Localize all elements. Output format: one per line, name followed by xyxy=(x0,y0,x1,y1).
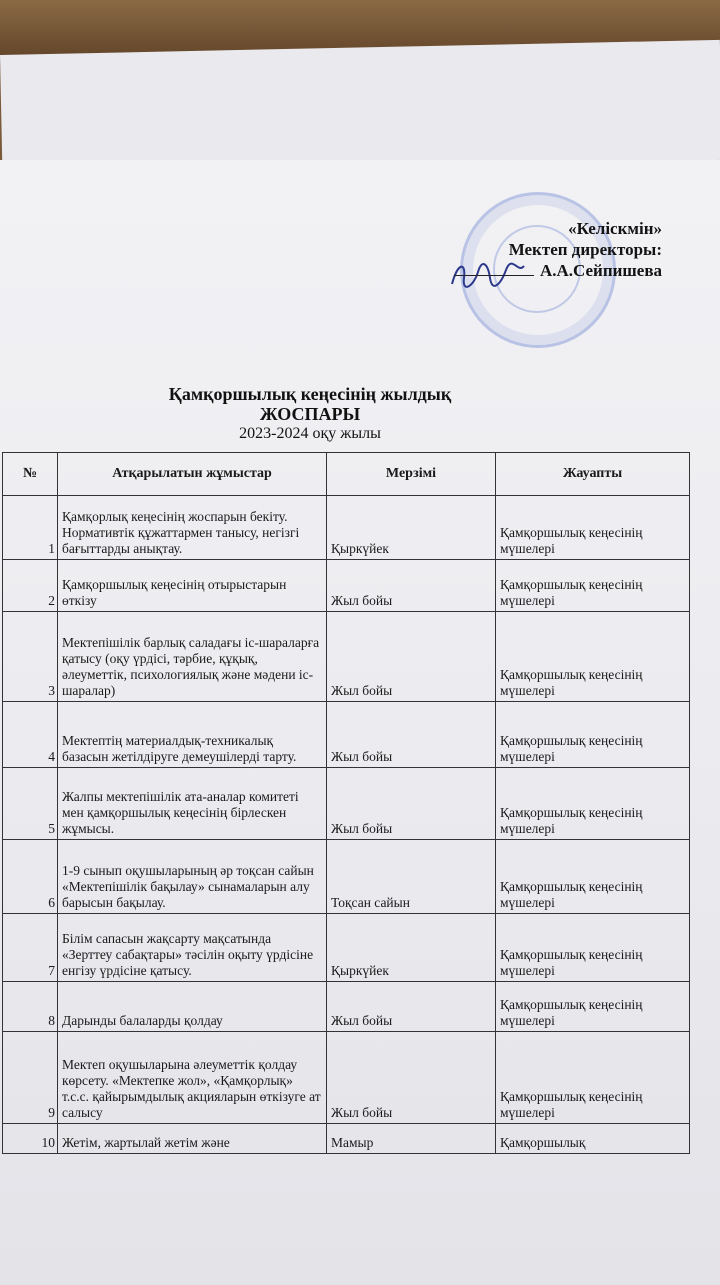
table-row xyxy=(3,702,690,768)
row-work: Жетім, жартылай жетім және xyxy=(58,1124,327,1154)
row-work: Қамқорлық кеңесінің жоспарын бекіту. Нормативтік құжаттармен танысу, негізгі бағыттарды анықтау. xyxy=(58,496,327,560)
approval-block xyxy=(454,218,662,281)
row-responsible: Қамқоршылық кеңесінің мүшелері xyxy=(496,768,690,840)
academic-year: 2023-2024 оқу жылы xyxy=(239,425,381,442)
row-work: Білім сапасын жақсарту мақсатында «Зерттеу сабақтары» тәсілін оқыту үрдісіне енгізу үрдісіне қатысу. xyxy=(58,914,327,982)
row-term: Жыл бойы xyxy=(327,560,496,612)
row-term: Жыл бойы xyxy=(327,768,496,840)
row-responsible: Қамқоршылық кеңесінің мүшелері xyxy=(496,612,690,702)
table-row xyxy=(3,768,690,840)
plan-table xyxy=(2,452,690,1154)
row-work: Дарынды балаларды қолдау xyxy=(58,982,327,1032)
table-row xyxy=(3,612,690,702)
row-responsible: Қамқоршылық кеңесінің мүшелері xyxy=(496,840,690,914)
row-work: 1-9 сынып оқушыларының әр тоқсан сайын «Мектепішілік бақылау» сынамаларын алу барысын бақылау. xyxy=(58,840,327,914)
title-line-2: ЖОСПАРЫ xyxy=(259,404,361,424)
header-term: Мерзімі xyxy=(327,453,496,496)
row-number: 7 xyxy=(3,914,58,982)
approval-position: Мектеп директоры: xyxy=(508,240,662,259)
row-responsible: Қамқоршылық кеңесінің мүшелері xyxy=(496,1032,690,1124)
table-row xyxy=(3,840,690,914)
row-number: 9 xyxy=(3,1032,58,1124)
row-number: 5 xyxy=(3,768,58,840)
row-term: Қыркүйек xyxy=(327,914,496,982)
row-number: 6 xyxy=(3,840,58,914)
table-row xyxy=(3,1124,690,1154)
row-work: Қамқоршылық кеңесінің отырыстарын өткізу xyxy=(58,560,327,612)
row-number: 4 xyxy=(3,702,58,768)
row-term: Жыл бойы xyxy=(327,702,496,768)
approval-name: А.А.Сейпишева xyxy=(539,261,662,280)
header-work: Атқарылатын жұмыстар xyxy=(58,453,327,496)
row-term: Жыл бойы xyxy=(327,1032,496,1124)
row-work: Мектеп оқушыларына әлеуметтік қолдау көрсету. «Мектепке жол», «Қамқорлық» т.с.с. қайырымдылық акцияларын өткізуге ат салысу xyxy=(58,1032,327,1124)
table-row xyxy=(3,982,690,1032)
row-term: Мамыр xyxy=(327,1124,496,1154)
table-row xyxy=(3,1032,690,1124)
row-responsible: Қамқоршылық кеңесінің мүшелері xyxy=(496,914,690,982)
row-term: Қыркүйек xyxy=(327,496,496,560)
row-number: 3 xyxy=(3,612,58,702)
row-responsible: Қамқоршылық кеңесінің мүшелері xyxy=(496,982,690,1032)
document-title xyxy=(60,384,560,444)
row-work: Мектептің материалдық-техникалық базасын жетілдіруге демеушілерді тарту. xyxy=(58,702,327,768)
row-number: 8 xyxy=(3,982,58,1032)
row-work: Жалпы мектепішілік ата-аналар комитеті мен қамқоршылық кеңесінің бірлескен жұмысы. xyxy=(58,768,327,840)
row-responsible: Қамқоршылық кеңесінің мүшелері xyxy=(496,560,690,612)
table-row xyxy=(3,496,690,560)
header-number: № xyxy=(3,453,58,496)
row-responsible: Қамқоршылық кеңесінің мүшелері xyxy=(496,702,690,768)
row-responsible: Қамқоршылық xyxy=(496,1124,690,1154)
approval-agreed: «Келіскмін» xyxy=(568,219,662,238)
signature-line xyxy=(454,275,534,276)
row-work: Мектепішілік барлық саладағы іс-шараларға қатысу (оқу үрдісі, тәрбие, құқық, әлеуметтік, психологиялық және мәдени іс-шаралар) xyxy=(58,612,327,702)
row-term: Жыл бойы xyxy=(327,982,496,1032)
row-number: 10 xyxy=(3,1124,58,1154)
table-header-row xyxy=(3,453,690,496)
row-responsible: Қамқоршылық кеңесінің мүшелері xyxy=(496,496,690,560)
table-row xyxy=(3,560,690,612)
header-responsible: Жауапты xyxy=(496,453,690,496)
table-row xyxy=(3,914,690,982)
row-term: Тоқсан сайын xyxy=(327,840,496,914)
row-number: 2 xyxy=(3,560,58,612)
row-number: 1 xyxy=(3,496,58,560)
row-term: Жыл бойы xyxy=(327,612,496,702)
title-line-1: Қамқоршылық кеңесінің жылдық xyxy=(168,384,452,404)
